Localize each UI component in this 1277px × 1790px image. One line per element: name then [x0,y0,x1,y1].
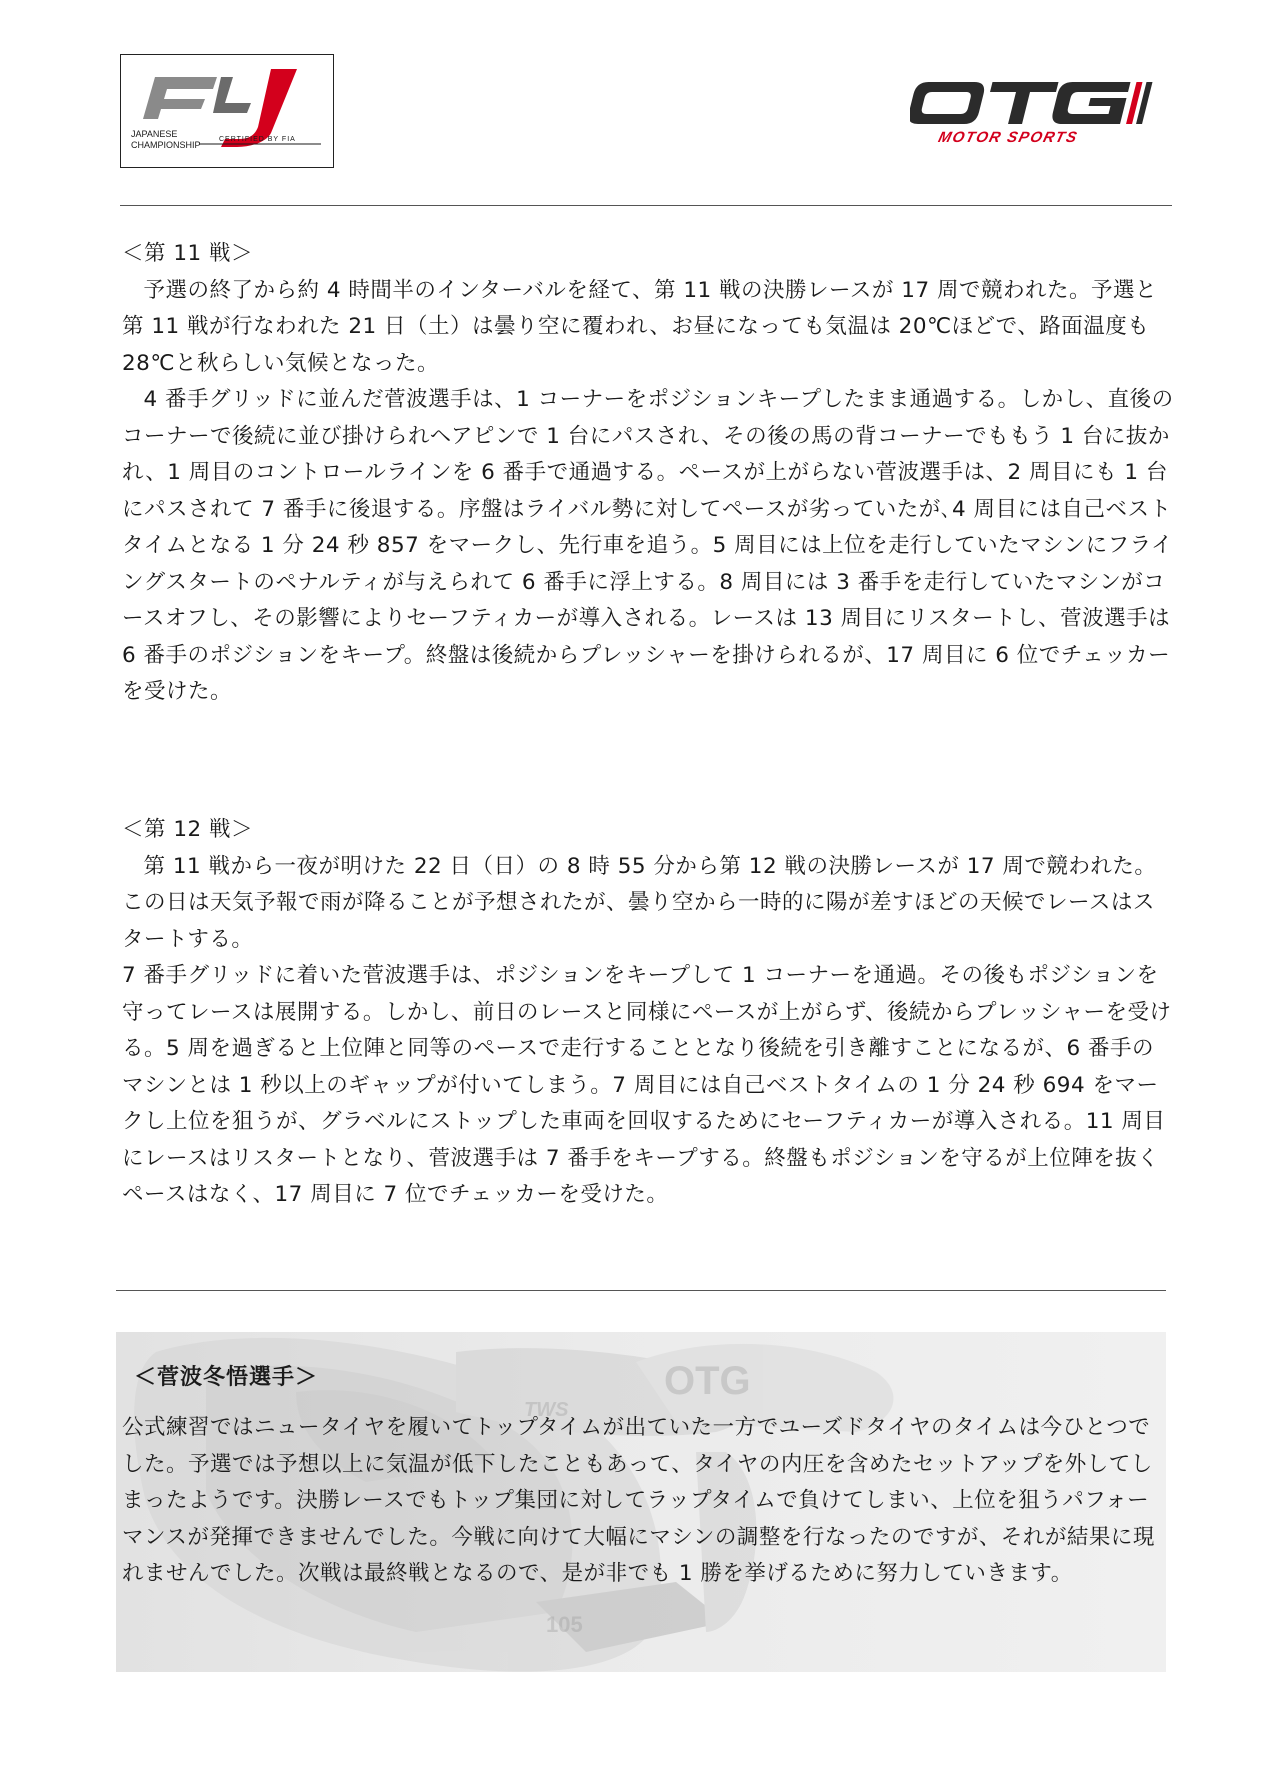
race11-section [122,236,1174,711]
race11-heading: ＜第 11 戦＞ [122,241,254,266]
driver-comment-title: ＜菅波冬悟選手＞ [134,1365,319,1390]
race12-paragraph-2: 7 番手グリッドに着いた菅波選手は、ポジションをキープして 1 コーナーを通過。その後もポジションを守ってレースは展開する。しかし、前日のレースと同様にペースが上がらず、後続からプレッシャーを受ける。5 周を過ぎると上位陣と同等のペースで走行することとなり後続を引き離すことになるが、6 番手のマシンとは 1 秒以上のギャップが付いてしまう。7 周目には自己ベストタイムの 1 分 24 秒 694 をマークし上位を狙うが、グラベルにストップした車両を回収するためにセーフティカーが導入される。11 周目にレースはリスタートとなり、菅波選手は 7 番手をキープする。終盤もポジションを守るが上位陣を抜くペースはなく、17 周目に 7 位でチェッカーを受けた。 [122,963,1172,1207]
race12-heading: ＜第 12 戦＞ [122,817,254,842]
f4-logo-graphic [121,55,333,167]
header-divider [120,205,1172,206]
otg-logo-graphic [910,76,1172,148]
race11-paragraph-2: 4 番手グリッドに並んだ菅波選手は、1 コーナーをポジションキープしたまま通過する。しかし、直後のコーナーで後続に並び掛けられヘアピンで 1 台にパスされ、その後の馬の背コーナーでももう 1 台に抜かれ、1 周目のコントロールラインを 6 番手で通過する。ペースが上がらない菅波選手は、2 周目にも 1 台にパスされて 7 番手に後退する。序盤はライバル勢に対してペースが劣っていたが､4 周目には自己ベストタイムとなる 1 分 24 秒 857 をマークし、先行車を追う。5 周目には上位を走行していたマシンにフライングスタートのペナルティが与えられて 6 番手に浮上する。8 周目には 3 番手を走行していたマシンがコースオフし、その影響によりセーフティカーが導入される。レースは 13 周目にリスタートし、菅波選手は 6 番手のポジションをキープ。終盤は後続からプレッシャーを掛けられるが、17 周目に 6 位でチェッカーを受けた。 [122,387,1174,704]
race12-paragraph-1: 第 11 戦から一夜が明けた 22 日（日）の 8 時 55 分から第 12 戦の決勝レースが 17 周で競われた。この日は天気予報で雨が降ることが予想されたが、曇り空から一時的に陽が差すほどの天候でレースはスタートする。 [122,853,1157,952]
otg-sub-text: MOTOR SPORTS [936,129,1080,146]
helmet-lettering-tws: TWS [524,1399,569,1421]
logo-line2: CHAMPIONSHIP [131,140,201,150]
driver-comment-text: 公式練習ではニュータイヤを履いてトップタイムが出ていた一方でユーズドタイヤのタイムは今ひとつでした。予選では予想以上に気温が低下したこともあって、タイヤの内圧を含めたセットアップを外してしまったようです。決勝レースでもトップ集団に対してラップタイムで負けてしまい、上位を狙うパフォーマンスが発揮できませんでした。今戦に向けて大幅にマシンの調整を行なったのですが、それが結果に現れませんでした。次戦は最終戦となるので、是が非でも 1 勝を挙げるために努力していきます。 [122,1415,1155,1586]
driver-comment-box [116,1332,1166,1672]
f4-championship-logo [120,54,334,168]
logo-line1: JAPANESE [131,129,178,139]
race12-section [122,812,1174,1214]
helmet-lettering-number: 105 [546,1612,583,1637]
section-divider [116,1290,1166,1291]
logo-certified: CERTIFIED BY FIA [219,136,296,143]
race11-paragraph-1: 予選の終了から約 4 時間半のインターバルを経て、第 11 戦の決勝レースが 17 周で競われた。予選と第 11 戦が行なわれた 21 日（土）は曇り空に覆われ、お昼になっても気温は 20℃ほどで、路面温度も 28℃と秋らしい気候となった。 [122,277,1157,376]
helmet-lettering-otg: OTG [664,1359,751,1403]
otg-motor-sports-logo [910,76,1172,148]
